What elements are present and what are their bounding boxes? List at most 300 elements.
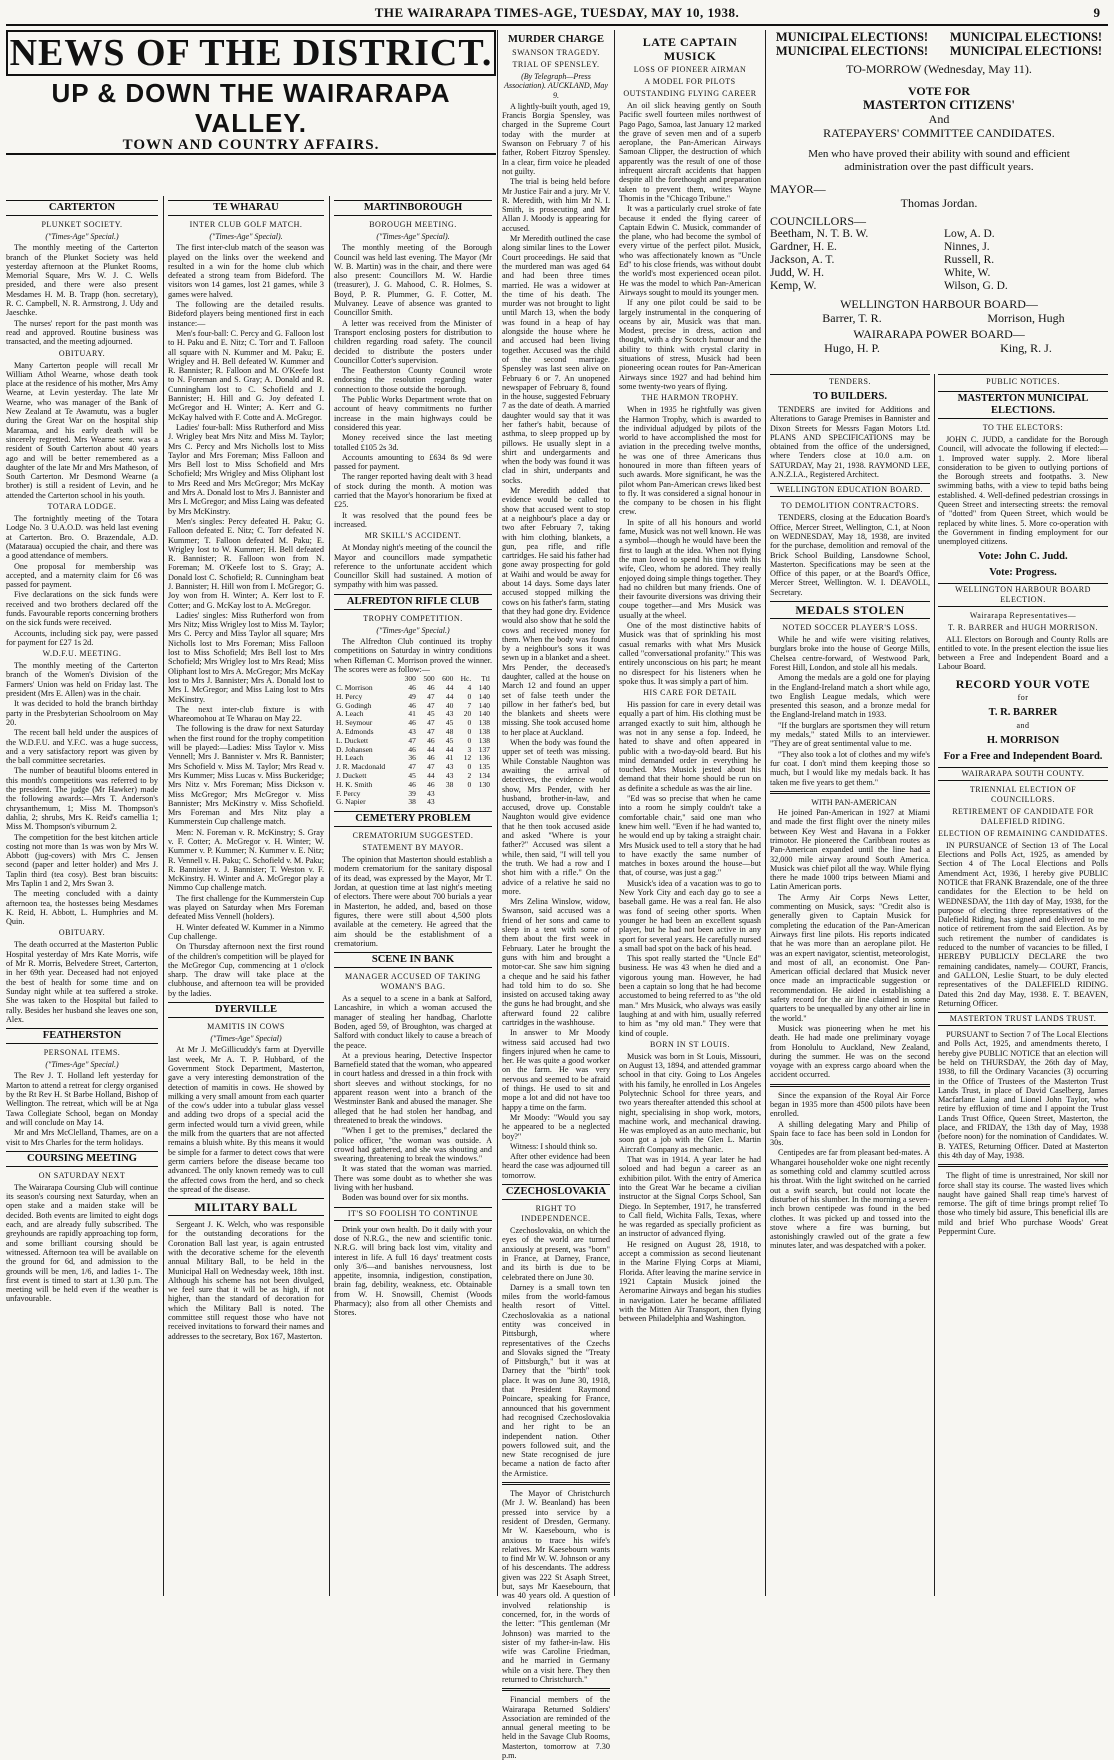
medals-sub: NOTED SOCCER PLAYER'S LOSS. bbox=[782, 623, 918, 633]
featherston-sub: PERSONAL ITEMS. bbox=[43, 1048, 121, 1058]
scores-cell: F. Percy bbox=[336, 788, 361, 798]
paragraph: Mr Meredith added that evidence would be called to show that accused went to stop at a neighbour's place a day or two after February 7, taking with him clothing, blankets, a gun, pea rifle, and rifle cartridges. He said his father had gone away prospecting for gold at Waihi and would be away for about 14 days. Some days later accused stopped milking the cows on his father's farm, stating that they had gone dry. Evidence would also show that he sold the cows and received money for them. When the body was found by a neighbour's sons it was sewn up in a blanket and a sheet. Mrs Pender, the deceased's daughter, called at the house on March 12 and found an upper set of false teeth under the pillow in her father's bed, but the blankets and sheets were missing. She took accused home to her place at Auckland. bbox=[502, 486, 610, 737]
paragraph: PURSUANT to Section 7 of The Local Elections and Polls Act, 1925, and amendments thereto, I hereby give PUBLIC NOTICE that an election will be held on THURSDAY, the 26th day of May, 1938, to fill the Ordinary Vacancies (3) occurring in the Office of Trustees of the Masterton Trust Lands Trust, in place of David Caselberg, James Macfarlane Laing and Lionel John Taylor, who retire by effluxion of time and I appoint the Trust Lands Trust Office, Queen Street, Masterton, the place, and FRIDAY, the 13th day of May, 1938 (before noon) for the nomination of Candidates. W. B. YATES, Returning Officer. Dated at Masterton this 4th day of May, 1938. bbox=[938, 1030, 1108, 1160]
municipal-left-2: MUNICIPAL ELECTIONS! bbox=[775, 44, 929, 58]
paragraph: TENDERS are invited for Additions and Alterations to Garage Premises in Bannister and Dixon Streets for Messrs Fagan Motors Ltd. PLANS AND SPECIFICATIONS may be obtained from the office of the undersigned, where Tenders close at 10.0 a.m. on SATURDAY, May 21, 1938. RAYMOND LEE, A.N.Z.I.A., Registered Architect. bbox=[770, 405, 930, 480]
scores-cell: 43 bbox=[408, 726, 416, 736]
paragraph: The Rev J. T. Holland left yesterday for Marton to attend a retreat for clergy organised by the Rt Rev H. St Barbe Holland, Bishop of Wellington. The retreat, which will be at Nga Tawa Collegiate School, began on Monday and will conclude on May 14. bbox=[6, 1071, 158, 1127]
proved: Men who have proved their ability with sound and efficient administration over the past difficult years. bbox=[808, 148, 1070, 173]
scores-cell: 47 bbox=[427, 691, 435, 701]
paragraph: JOHN C. JUDD, a candidate for the Borough Council, will advocate the following if elected:— 1. Improved water supply. 2. More liberal consideration to be given to outlying portions of the Borough streets and footpaths. 3. New swimming baths, with a view to tepid baths being established. 4. Well-defined pedestrian crossings in Queen Street and intersecting streets: the removal of "dotted" from Queen Street, which would be replaced by white lines. 5. More co-operation with the Government in finding employment for our unemployed citizens. bbox=[938, 435, 1108, 547]
scores-cell: 43 bbox=[445, 762, 454, 772]
foolish-head: IT'S SO FOOLISH TO CONTINUE bbox=[334, 1207, 492, 1221]
paragraph: The nurses' report for the past month was read and approved. Routine business was transacted, and the meeting adjourned. bbox=[6, 318, 158, 347]
scores-cell: 45 bbox=[408, 770, 416, 780]
scores-cell: 47 bbox=[408, 762, 416, 772]
page-number: 9 bbox=[1093, 5, 1100, 20]
paragraph: The opinion that Masterton should establish a modern crematorium for the sanitary disposal of its dead, was expressed by the Mayor, Mr T. Jordan, at question time at last night's meeting of electors. There were about 700 burials a year in Masterton, he added, and, based on those figures, there were still about 4,500 plots available at the cemetery. He agreed that the aim should be the establishment of a crematorium. bbox=[334, 855, 492, 948]
paragraph: ALL Electors on Borough and County Rolls are entitled to vote. In the present election the issue lies between a Free and Independent Board and a Labour Board. bbox=[938, 634, 1108, 672]
scores-cell: 3 bbox=[467, 744, 472, 754]
paragraph: The monthly meeting of the Borough Council was held last evening. The Mayor (Mr W. B. Martin) was in the chair, and there were also present: Councillors M. W. Hardie (treasurer), J. G. Mahood, C. R. Holmes, S. Boyd, P. R. Plummer, G. F. Cotter, M. Mulvaney. Leave of absence was granted to Councillor Smith. bbox=[334, 243, 492, 318]
vote-progress: Vote: Progress. bbox=[989, 566, 1057, 578]
edu-head: WELLINGTON EDUCATION BOARD. bbox=[770, 483, 930, 497]
paragraph: Financial members of the Wairarapa Returned Soldiers' Association are reminded of the annual general meeting to be held in the Savage Club Rooms, Masterton, tomorrow at 7.30 p.m. bbox=[502, 1695, 610, 1760]
paragraph: The following are the detailed results. Bideford players being mentioned first in each instance:— bbox=[168, 300, 324, 328]
featherston-credit: ("Times-Age" Special.) bbox=[45, 1060, 119, 1070]
paragraph: As a sequel to a scene in a bank at Salford, Lancashire, in which a woman accused the manager of stealing her handbag, Charlotte Boden, aged 59, of Broughton, was charged at Salford with conduct likely to cause a breach of the peace. bbox=[334, 994, 492, 1050]
paragraph: Men's four-ball: C. Percy and G. Falloon lost to H. Paku and E. Nitz; C. Torr and T. Falloon all square with N. Kummer and M. Paku; E. Wrigley and H. Bell defeated W. Kummer and R. Bannister; R. Falloon and M. O'Keefe lost to N. Foreman and S. Gray; A. Donald and R. Cunningham lost to C. Schofield and J. Bannister; H. Hill and G. Joy defeated I. McGregor and H. Winter; A. Kerr and G. McKay halved with F. Cotte and A. McGregor. bbox=[168, 328, 324, 422]
scores-cell bbox=[455, 798, 473, 807]
dyerville-head: DYERVILLE bbox=[168, 1002, 324, 1018]
scores-cell: H. K. Smith bbox=[336, 779, 373, 789]
dyerville-sub: MAMITIS IN COWS bbox=[207, 1022, 285, 1032]
medals-head: MEDALS STOLEN bbox=[770, 601, 930, 619]
paragraph: The Public Works Department wrote that on account of heavy commitments no further increase in the main highways could be considered this year. bbox=[334, 395, 492, 432]
rifle-sub: TROPHY COMPETITION. bbox=[363, 613, 463, 623]
musick-head: LATE CAPTAIN MUSICK bbox=[642, 35, 738, 63]
scores-cell: 39 bbox=[408, 788, 416, 798]
scores-cell: 138 bbox=[478, 726, 490, 736]
bank-sub: MANAGER ACCUSED OF TAKING WOMAN'S BAG. bbox=[345, 972, 481, 992]
musick-sub: LOSS OF PIONEER AIRMAN bbox=[633, 65, 747, 74]
councillor-name: Gardner, H. E. bbox=[770, 241, 837, 253]
paragraph: The Army Air Corps News Letter, commenting on Musick, says: "Credit also is generally given to Captain Musick for completing the education of the Pan-American Airways first line pilots. His reports indicated that he was more than an aeroplane pilot. He was an expert navigator, scientist, meteorologist, and most of all, an economist. One Pan-American official declared that Musick never once made an impracticable suggestion or recommendation. He aided in establishing a safety record for the air line claimed in some quarters to be unequalled by any other air line in the world." bbox=[770, 892, 930, 1023]
record-vote: RECORD YOUR VOTE bbox=[955, 676, 1091, 691]
carterton-sub: PLUNKET SOCIETY. bbox=[41, 220, 123, 229]
paragraph: The Alfredton Club continued its trophy competitions on Saturday in wintry conditions when Rifleman C. Morrison proved the winner. The scores were as follow:— bbox=[334, 636, 492, 674]
scores-cell: 12 bbox=[463, 753, 472, 763]
paragraph: It was stated that the woman was married. There was some doubt as to whether she was living with her husband. bbox=[334, 1164, 492, 1193]
scores-cell: 140 bbox=[478, 700, 490, 710]
paragraph: H. Winter defeated W. Kummer in a Nimmo Cup challenge. bbox=[168, 922, 324, 941]
morrison: H. MORRISON bbox=[986, 734, 1060, 746]
scores-cell: 38 bbox=[408, 797, 416, 807]
councillors-right bbox=[944, 228, 1108, 293]
scores-header-cell: 300 bbox=[404, 674, 416, 684]
column-divider bbox=[329, 196, 330, 1596]
scores-cell: 41 bbox=[408, 709, 416, 719]
murder-head: MURDER CHARGE bbox=[508, 34, 604, 45]
scores-header-cell: 600 bbox=[442, 674, 454, 684]
tewharau-credit: ("Times-Age" Special). bbox=[209, 232, 283, 241]
paragraph: Sergeant J. K. Welch, who was responsible for the outstanding decorations for the Coronation Ball last year, is again entrusted with the decorative scheme for the eleventh annual Military Ball, to be held in the Municipal Hall on Wednesday week, 18th inst. Although his scheme has not been divulged, we feel sure that it will be as high, if not higher, than the standard of decoration for which the Military Ball is noted. The committee still request those who have not received invitations to forward their names and addresses to the secretary, Box 167, Masterton. bbox=[168, 1220, 324, 1341]
paragraph: It was resolved that the pound fees be increased. bbox=[334, 510, 492, 529]
paragraph: Ladies' four-ball: Miss Rutherford and Miss J. Wrigley beat Mrs Nitz and Miss M. Taylor; Mrs C. Percy and Mrs Nicholls lost to Miss Taylor and Mrs Foreman; Miss Falloon and Mrs Bell lost to Miss Schofield and Mrs Schofield; Mrs Wrigley and Miss Oliphant lost to Mrs Reed and Mrs McGregor; Mrs McKay and Mrs A. Donald lost to Mrs J. Bannister and Mrs I. McGregor; and Miss Laing was defeated by Mrs McKinstry. bbox=[168, 422, 324, 516]
councillor-name: White, W. bbox=[944, 267, 991, 279]
scores-cell: 0 bbox=[467, 762, 472, 772]
rifle-credit: ("Times-Age" Special.) bbox=[376, 625, 450, 635]
column-divider bbox=[765, 30, 766, 1596]
scores-cell bbox=[473, 798, 492, 807]
free-board: For a Free and Independent Board. bbox=[943, 750, 1103, 762]
news-banner: NEWS OF THE DISTRICT. bbox=[6, 30, 496, 76]
scores-cell: G. Napier bbox=[336, 797, 366, 807]
citizens: MASTERTON CITIZENS' bbox=[862, 97, 1016, 112]
paragraph: Men's singles: Percy defeated H. Paku; G. Falloon defeated E. Nitz; C. Torr defeated N. Kummer; T. Falloon defeated M. Paku; E. Wrigley lost to W. Kummer; H. Bell defeated R. Bannister; R. Falloon won from N. Foreman; M. O'Keefe lost to S. Gray; A. Donald lost C. Schofield; R. Cunningham beat J. Bannister; H. Hill won from I. McGregor; G. Joy won from H. Winter; A. Kerr lost to F. Cotter; and G. McKay lost to A. McGregor. bbox=[168, 516, 324, 610]
musick-sub2: A MODEL FOR PILOTS bbox=[644, 77, 736, 86]
subhead: W.D.F.U. MEETING. bbox=[42, 649, 122, 659]
subhead: BORN IN ST LOUIS. bbox=[650, 1039, 730, 1049]
triennial: TRIENNIAL ELECTION OF COUNCILLORS. bbox=[969, 784, 1077, 804]
scores-cell: 38 bbox=[445, 779, 454, 789]
tewharau-sub: INTER CLUB GOLF MATCH. bbox=[189, 220, 303, 229]
martinborough-sub: BOROUGH MEETING. bbox=[369, 220, 457, 229]
whb-head: WELLINGTON HARBOUR BOARD ELECTION. bbox=[938, 583, 1108, 607]
masthead bbox=[0, 0, 1114, 24]
scores-cell: J. Duckett bbox=[336, 770, 367, 780]
column-martinborough bbox=[334, 56, 492, 1594]
councillor-name: Russell, R. bbox=[944, 254, 995, 266]
section-title: TOWN AND COUNTRY AFFAIRS. bbox=[6, 141, 496, 155]
councillor-name: Judd, W. H. bbox=[770, 267, 824, 279]
scores-cell: 46 bbox=[408, 779, 416, 789]
paragraph: The first inter-club match of the season was played on the links over the weekend and resulted in a win for the home club which defeated a strong team from Bideford. The visitors won 14 games, lost 21 games, while 3 games were halved. bbox=[168, 243, 324, 299]
paragraph: WITH PAN-AMERICAN bbox=[811, 797, 897, 807]
carterton-head: CARTERTON bbox=[6, 200, 158, 216]
scores-row bbox=[334, 798, 492, 807]
paragraph: The flight of time is unrestrained, Nor skill nor force shall stay its course. The wasted lives which naught have gained Shall reap time's harvest of remorse. The gift of time brings prompt relief To those who timely bid assure, This beneficial ills are mild and brief Who purchase Woods' Great Peppermint Cure. bbox=[938, 1171, 1108, 1237]
scores-header-cell: Hc. bbox=[460, 674, 472, 684]
paragraph: Musick was pioneering when he met his death. He had made one preliminary voyage from Honolulu to Auckland, New Zealand, during the summer. He was on the second voyage with an express cargo aboard when the accident occurred. bbox=[770, 1023, 930, 1080]
paragraph: Drink your own health. Do it daily with your dose of N.R.G., the new and scientific tonic. N.R.G. will bring back lost vim, vitality and interest in life. A full 16 days' treatment costs only 3/6—and banishes nervousness, lost appetite, insomnia, indigestion, constipation, brain fag, debility, weakness, etc. Obtainable from W. H. Snowsill, Chemist (Woods Pharmacy); also from all other Chemists and Stores. bbox=[334, 1224, 492, 1318]
paragraph: The Wairarapa Coursing Club will continue its season's coursing next Saturday, when an open stake and a maiden stake will be decided. Both events are limited to eight dogs each, and are already fully subscribed. The greyhounds are rapidly approaching top form, and some brilliant coursing should be witnessed. Afternoon tea will be available on the ground for 6d, and admission to the grounds will be men, 1/6, and ladies 1-. The first event is timed to start at 1.30 p.m. The meeting will be held even if the weather is unfavourable. bbox=[6, 1182, 158, 1304]
scores-cell: 0 bbox=[467, 735, 472, 745]
vote-judd: Vote: John C. Judd. bbox=[978, 550, 1068, 562]
scores-cell: 137 bbox=[478, 744, 490, 754]
and: And bbox=[928, 112, 950, 126]
column-divider bbox=[163, 196, 164, 1596]
paragraph: On Thursday afternoon next the first round of the children's competition will be played for the McGregor Cup, commencing at 1 o'clock sharp. The draw will take place at the clubhouse, and afternoon tea will be provided by the ladies. bbox=[168, 942, 324, 998]
paragraph: The meeting concluded with a dainty afternoon tea, the hostesses being Mesdames K. Reid, H. Abbott, L. Humphries and M. Quin. bbox=[6, 889, 158, 927]
paragraph: His passion for care in every detail was equally a part of him. His clothing must be arranged exactly to suit him, although he was not in any sense a fop. Indeed, he hated to shave and often appeared in public with a two-day-old beard. But his mind demanded order in everything he touched. Mrs Musick jested about his demand that their home should be run on as definite a schedule as was the air line. bbox=[619, 700, 761, 793]
paragraph: TENDERS, closing at the Education Board's Office, Mercer Street, Wellington, C.1, at Noon on WEDNESDAY, May 18, 1938, are invited for the purchase, demolition and removal of the Brick School Building, Lansdowne School, Masterton. Specifications may be seen at the Office of this paper, or at the Board's Office, Mercer Street, Wellington. W. I. DEAVOLL, Secretary. bbox=[770, 513, 930, 597]
column-divider bbox=[934, 374, 935, 1596]
subhead: OBITUARY. bbox=[58, 348, 106, 358]
paragraph: Five declarations on the sick funds were received and two brothers declared off the funds. Favourable reports concerning brothers on the sick funds were received. bbox=[6, 590, 158, 628]
scores-cell: 44 bbox=[427, 770, 435, 780]
paragraph: That was in 1914. A year later he had soloed and had begun a career as an exhibition pilot. With the entry of America into the Great War he became a civilian instructor at the Signal Corps School, San Diego. In September, 1917, he transferred to Call field, Wichita Falls, Texas, where he was regarded as specially proficient as an instructor of advanced flying. bbox=[619, 1155, 761, 1239]
paragraph: It was decided to hold the branch birthday party in the Presbyterian Schoolroom on May 20. bbox=[6, 699, 158, 727]
paragraph: The monthly meeting of the Carterton branch of the Plunket Society was held yesterday afternoon at the Plunket Rooms, Memorial Square, Mrs W. J. C. Wells presided, and there were also present Mesdames H. M. B. Trapp (hon. secretary), R. C. Campbell, N. R. Armstrong, J. Udy and Jaeschke. bbox=[6, 243, 158, 318]
scores-table bbox=[334, 675, 492, 807]
public-head: PUBLIC NOTICES. bbox=[986, 377, 1060, 386]
scores-cell: 45 bbox=[445, 718, 454, 728]
municipal-left: MUNICIPAL ELECTIONS! bbox=[775, 30, 929, 44]
tenders-head: TENDERS. bbox=[829, 377, 871, 386]
paragraph: Mr and Mrs McClelland, Thames, are on a visit to Mrs Charles for the term holidays. bbox=[6, 1128, 158, 1147]
scores-cell: 44 bbox=[427, 744, 435, 754]
paragraph: The monthly meeting of the Carterton branch of the Women's Division of the Farmers' Union was held on Friday last. The president (Mrs E. Allen) was in the chair. bbox=[6, 661, 158, 699]
paragraph: Among the medals are a gold one for playing in the England-Ireland match a short while ago, two English League medals, which were presented this season, and a bronze medal for the England-Ireland match in 1933. bbox=[770, 673, 930, 720]
scores-cell: 140 bbox=[478, 682, 490, 692]
paragraph: The following is the draw for next Saturday when the first round for the trophy competition will be played:—Ladies: Miss Taylor v. Miss Vennell; Mrs J. Bannister v. Mrs R. Bannister; Mrs Schofield v. Miss M. Taylor; Mrs Read v. Mrs Kummer; Miss Lucas v. Miss Buckeridge; Mrs Nitz v. Mrs Foreman; Miss Dickson v. Miss McGregor; Mrs McGregor v. Miss Bannister; Mrs McKinstry v. Miss Schofield. Mrs Foreman and Mrs Nitz play a Kummerstein Cup challenge match. bbox=[168, 724, 324, 827]
scores-cell: 46 bbox=[427, 753, 435, 763]
subhead: HIS CARE FOR DETAIL bbox=[643, 688, 737, 698]
scores-cell: 4 bbox=[467, 682, 472, 692]
paragraph: He resigned on August 28, 1918, to accept a commission as second lieutenant in the Marine Flying Corps at Miami, Florida. After leaving the marine service in 1921 Captain Musick joined the Aeromarine Airways and began his studies in navigation. Later he became affiliated with the Mitten Air Transport, then flying between Philadelphia and Washington. bbox=[619, 1239, 761, 1324]
scores-cell: 46 bbox=[427, 682, 435, 692]
lead-subtitle: UP & DOWN THE WAIRARAPA VALLEY. bbox=[51, 78, 451, 138]
election-advert bbox=[770, 30, 1108, 370]
electors: TO THE ELECTORS: bbox=[982, 423, 1064, 432]
scores-cell: 20 bbox=[463, 709, 472, 719]
subhead: OBITUARY. bbox=[58, 928, 106, 938]
scores-cell: A. Edmonds bbox=[336, 726, 374, 736]
paragraph: Mrs Zelina Winslow, widow, Swanson, said accused was a friend of her sons and came to sleep in a tent with some of them about the first week in February. Later he brought the guns with him and brought a motor-car. She saw him signing a cheque and he said his father had told him to do so. She insisted on accused taking away the guns he had brought, and she afterward found 22 calibre cartridges in the washhouse. bbox=[502, 897, 610, 1027]
councillors-left bbox=[770, 228, 934, 293]
paragraph: One proposal for membership was accepted, and a maternity claim for £6 was passed for payment. bbox=[6, 561, 158, 590]
martinborough-credit: ("Times-Age" Special). bbox=[376, 232, 450, 241]
coursing-head: COURSING MEETING bbox=[6, 1151, 158, 1167]
paragraph: At a previous hearing, Detective Inspector Barnefield stated that the woman, who appeared in court hatless and dressed in a thin frock with short sleeves and without stockings, for no apparent reason went into a branch of the Westminster Bank and abused the manager. She alleged that he had stolen her handbag, and threatened to break the windows. bbox=[334, 1050, 493, 1125]
paragraph: The number of beautiful blooms entered in this month's competitions was referred to by the president. The judge (Mr Hawker) made the following awards:—Mrs T. Anderson's chrysanthemum, 1; Miss M. Thompson's dahlia, 2; shrubs, Mrs K. Reid's camellia 1; Miss M. Thompson's viburnum 2. bbox=[6, 766, 158, 832]
councillor-name: Jackson, A. T. bbox=[770, 254, 835, 266]
paragraph: This spot really started the "Uncle Ed" business. He was 43 when he died and a vigorous young man. However, he had been a captain so long that he had become accustomed to being referred to as "the old man." Mrs Musick, who always was easily laughing at and with him, usually referred to him as "my old man." They were that kind of couple. bbox=[619, 954, 761, 1038]
power-2: King, R. J. bbox=[1000, 341, 1052, 355]
ratepayers: RATEPAYERS' COMMITTEE CANDIDATES. bbox=[823, 126, 1055, 140]
carterton-credit: ("Times-Age" Special.) bbox=[45, 232, 119, 241]
scores-cell: 0 bbox=[467, 691, 472, 701]
scores-cell: 47 bbox=[427, 700, 435, 710]
and: and bbox=[1016, 720, 1030, 730]
mmun-head: MASTERTON MUNICIPAL ELECTIONS. bbox=[938, 391, 1108, 419]
mayor-name: Thomas Jordan. bbox=[900, 196, 978, 210]
divider bbox=[502, 1482, 610, 1485]
retire: RETIREMENT OF CANDIDATE FOR DALEFIELD RIDING. bbox=[952, 806, 1094, 826]
murder-sub: SWANSON TRAGEDY. bbox=[512, 48, 600, 57]
column-tewharau bbox=[168, 196, 324, 1594]
scores-cell: G. Godingh bbox=[336, 700, 372, 710]
wairarapa-reps: Wairarapa Representatives— bbox=[969, 610, 1077, 620]
martinborough-head: MARTINBOROUGH bbox=[334, 200, 492, 216]
paragraph: At Monday night's meeting of the council the Mayor and councillors made sympathetic reference to the unfortunate accident which Councillor Skill had sustained. A motion of sympathy with him was passed. bbox=[334, 543, 492, 590]
paragraph: Ladies' singles: Miss Rutherford won from Mrs Nitz; Miss Wrigley lost to Miss M. Taylor; Mrs C. Percy and Miss Taylor all square; Mrs Nicholls lost to Mrs Foreman; Miss Falloon lost to Miss Schofield; Mrs Bell lost to Mrs Schofield; Mrs Wrigley lost to Mrs Read; Miss Oliphant lost to Mrs A. McGregor; Mrs McKay lost to Mrs J. Bannister; Mrs A. Donald lost to Mrs I. McGregor; and Miss Laing lost to Mrs McKinstry. bbox=[168, 610, 325, 704]
scores-cell: 140 bbox=[478, 709, 490, 719]
wsc-head: WAIRARAPA SOUTH COUNTY. bbox=[938, 767, 1108, 781]
for: for bbox=[1017, 692, 1029, 702]
scores-cell: 0 bbox=[467, 726, 472, 736]
musick-sub3: OUTSTANDING FLYING CAREER bbox=[623, 89, 757, 98]
column-public-notices bbox=[938, 374, 1108, 1595]
scores-cell: 48 bbox=[445, 726, 454, 736]
scores-cell: L. Duckett bbox=[336, 735, 369, 745]
scores-cell: 46 bbox=[408, 700, 416, 710]
scores-cell: 47 bbox=[427, 726, 435, 736]
scores-cell bbox=[473, 790, 492, 799]
paragraph: Mr Moody: "Would you say he appeared to be a neglected boy?" bbox=[502, 1112, 610, 1141]
tomorrow: TO-MORROW (Wednesday, May 11). bbox=[846, 62, 1032, 76]
coursing-sub: ON SATURDAY NEXT bbox=[38, 1170, 126, 1180]
scores-cell: 0 bbox=[467, 779, 472, 789]
paragraph: Accounts amounting to £634 8s 9d were passed for payment. bbox=[334, 452, 492, 472]
column-tenders bbox=[770, 374, 930, 1595]
scores-cell bbox=[437, 798, 456, 807]
paragraph: The next inter-club fixture is with Whareomohou at Te Wharau on May 22. bbox=[168, 704, 324, 724]
featherston-head: FEATHERSTON bbox=[6, 1028, 158, 1044]
paragraph: He joined Pan-American in 1927 at Miami and made the first flight over the ninety miles between Key West and Havana in a Fokker trimotor. He pioneered the Caribbean routes as Pan-American expanded until the line had a 32,000 mile airway around South America. Musick was chief pilot all the way. While flying there he made 1000 trips between Miami and Latin American ports. bbox=[770, 808, 930, 892]
vote-for: VOTE FOR bbox=[907, 84, 971, 98]
paragraph: Many Carterton people will recall Mr William Athol Wearne, whose death took place at the residence of his mother, Mrs Amy Wearne, at Levin yesterday. The late Mr Wearne, who was manager of the Bank of New Zealand at Te Awamutu, was a bugler during the Great War on the hospital ship Maramaa, and his early death will be sincerely regretted. Mrs Wearne senr. was a resident of South Carterton about 40 years ago and will be better remembered as a daughter of the late Mr and Mrs Matheson, of South Carterton. Mr Desmond Wearne (a brother) is still a resident of Levin, and he attended the Carterton school in his youth. bbox=[6, 360, 158, 500]
paragraph: "When I get to the premises," declared the police officer, "the woman was outside. A crowd had gathered, and she was shouting and swearing, threatening to break the windows." bbox=[334, 1126, 492, 1164]
scores-cell: 45 bbox=[445, 735, 454, 745]
rifle-head: ALFREDTON RIFLE CLUB bbox=[334, 594, 492, 610]
power-1: Hugo, H. P. bbox=[824, 341, 880, 355]
dyerville-credit: ("Times-Age" Special) bbox=[210, 1034, 282, 1044]
paragraph: If any one pilot could be said to be largely instrumental in the conquering of oceans by air, Musick was that man. Modest, precise in dress, action and thought, with a dry Scotch humour and the ability to think with crystal clarity in situations of stress, Musick had been pioneering ocean routes for Pan-American Airways since 1927 and had behind him some twenty-two years of flying. bbox=[619, 298, 761, 391]
scores-header-cell: Ttl bbox=[481, 674, 490, 684]
paragraph: "Ed was so precise that when he came into a room he simply couldn't take a comfortable chair," said one man who knew him well. "Even if he had wanted to, he would end up by taking a straight chair. Mrs Musick used to tell a story that he had to have exactly the same number of matches in boxes around the house—but that, of course, was just a gag." bbox=[619, 794, 761, 878]
scores-cell: 49 bbox=[408, 691, 416, 701]
paragraph: "They also took a lot of clothes and my wife's fur coat. I don't mind them keeping those so much, but I would like my medals back. It has taken me five years to get them." bbox=[770, 749, 930, 787]
paragraph: In answer to Mr Moody witness said accused had two fingers injured when he came to her. He was quite a good worker on the farm. He was very nervous and seemed to be afraid of things. He used to sit and mope a lot and did not have too happy a time on the farm. bbox=[502, 1028, 610, 1112]
cemetery-sub: CREMATORIUM SUGGESTED. bbox=[352, 831, 474, 841]
municipal-right: MUNICIPAL ELECTIONS! bbox=[949, 30, 1103, 44]
councillors-label: COUNCILLORS— bbox=[770, 214, 867, 228]
scores-cell: 46 bbox=[427, 779, 435, 789]
scores-cell: 138 bbox=[478, 735, 490, 745]
harbour-2: Morrison, Hugh bbox=[987, 311, 1065, 325]
scores-cell: D. Johansen bbox=[336, 744, 373, 754]
councillor-name: Wilson, G. D. bbox=[944, 280, 1008, 292]
subhead: THE HARMON TROPHY. bbox=[641, 393, 739, 403]
paragraph: Czechoslovakia, on which the eyes of the world are turned anxiously at present, was "born" in France, at Darney, France, and its birth is due to be celebrated there on June 30. bbox=[502, 1226, 610, 1282]
scores-cell: 140 bbox=[478, 691, 490, 701]
subhead: MR SKILL'S ACCIDENT. bbox=[364, 531, 462, 541]
trust-head: MASTERTON TRUST LANDS TRUST. bbox=[938, 1012, 1108, 1026]
scores-cell: 43 bbox=[427, 788, 435, 798]
paragraph: Musick's idea of a vacation was to go to New York City and each day go to see a baseball game. He was a real fan. He also was fond of seeing other sports. When younger he had been an excellent squash player, but he had not been active in any sport for several years. He carefully nursed a small bad spot on the back of his head. bbox=[619, 878, 761, 953]
mayor-label: MAYOR— bbox=[770, 182, 826, 196]
councillor-name: Kemp, W. bbox=[770, 280, 817, 292]
scores-cell: 43 bbox=[445, 709, 454, 719]
builders-head: TO BUILDERS. bbox=[813, 391, 887, 402]
paragraph: The fortnightly meeting of the Totara Lodge No. 3 U.A.O.D. was held last evening at Carterton. Bro. O. Brazendale, A.D. (Mataraua) occupied the chair, and there was a good attendance of members. bbox=[6, 514, 158, 561]
paragraph: Since the expansion of the Royal Air Force began in 1935 more than 4500 pilots have been enrolled. bbox=[770, 1090, 930, 1119]
paragraph: A lightly-built youth, aged 19, Francis Borgia Spensley, was charged in the Supreme Court today with the murder at Swanson on February 7 of his father, Robert Fitzroy Spensley. In a clear, firm voice he pleaded not guilty. bbox=[502, 101, 610, 176]
column-divider bbox=[614, 30, 615, 1596]
scores-cell: H. Seymour bbox=[336, 718, 373, 728]
tewharau-head: TE WHARAU bbox=[168, 200, 324, 216]
paragraph: The first challenge for the Kummerstein Cup was played on Saturday when Mrs Foreman defeated Miss Vennell (holders). bbox=[168, 893, 324, 922]
ball-head: MILITARY BALL bbox=[168, 1198, 324, 1216]
scores-cell: 44 bbox=[445, 691, 454, 701]
councillor-name: Ninnes, J. bbox=[944, 241, 990, 253]
scores-cell: C. Morrison bbox=[336, 682, 373, 692]
municipal-right-2: MUNICIPAL ELECTIONS! bbox=[949, 44, 1103, 58]
scores-cell: 135 bbox=[478, 762, 490, 772]
subhead: TOTARA LODGE. bbox=[47, 502, 117, 512]
remain: ELECTION OF REMAINING CANDIDATES. bbox=[938, 828, 1108, 838]
column-divider bbox=[497, 30, 498, 1596]
paragraph: Accounts, including sick pay, were passed for payment for £27 1s 2d. bbox=[6, 628, 158, 647]
paragraph: Musick was born in St Louis, Missouri, on August 13, 1894, and attended grammar school in that city. Going to Los Angeles with his family, he enrolled in Los Angeles Polytechnic School for three years, and two years thereafter attended this school at night, specialising in shop work, motors, machine work, and mechanical drawing. He was employed as an auto mechanic, but soon got a job with the Glen L. Martin Aircraft Company as mechanic. bbox=[619, 1051, 761, 1154]
scores-cell: 46 bbox=[408, 682, 416, 692]
paragraph: The Mayor of Christchurch (Mr J. W. Beanland) has been pressed into service by a resident of Dresden, Germany. Mr W. Kaesebourn, who is anxious to trace his wife's relatives. Mr Kaesebourn wants to find Mr W. W. Johnson or any of his descendants. The address given was 222 St Asaph Street, but, says Mr Kaesebourn, that was 40 years old. A question of involved relationship is concerned, for, in the words of the letter: "This gentleman (Mr Johnson) was married to the sister of my father-in-law. His wife was Caroline Friedman, and he married in Germany while on a visit here. They then returned to Christchurch." bbox=[502, 1489, 610, 1684]
scores-cell: 46 bbox=[427, 735, 435, 745]
harbour-label: WELLINGTON HARBOUR BOARD— bbox=[840, 297, 1038, 311]
scores-cell: 136 bbox=[478, 753, 490, 763]
paragraph: An oil slick heaving gently on South Pacific swell fourteen miles northwest of Pago Pago, Samoa, last January 12 marked the grave of seven men and of a superb aeroplane, the Pan-American Airways Samoan Clipper, the destruction of which apparently was the result of one of those infrequent aircraft accidents that happen despite all the forethought and preparation taken to prevent them, writes Wayne Thomis in the "Chicago Tribune." bbox=[619, 101, 761, 203]
paragraph: Centipedes are far from pleasant bed-mates. A Whangarei householder woke one night recently as something cold and clammy scuttled across his throat. With the light switched on he carried out a swift search, but could not locate the disturber of his slumber. In the morning a seven-inch brown centipede was found in the bed clothes. It was picked up and tossed into the stove where a fire was burning, but astonishingly crawled out of the grate a few minutes later, and was despatched with a poker. bbox=[770, 1148, 930, 1251]
paragraph: The trial is being held before Mr Justice Fair and a jury. Mr V. R. Meredith, with him Mr N. I. Smith, is prosecuting and Mr Allan J. Moody is appearing for accused. bbox=[502, 177, 610, 233]
power-label: WAIRARAPA POWER BOARD— bbox=[853, 327, 1025, 341]
scores-cell: 0 bbox=[467, 718, 472, 728]
paragraph: Witness: I should think so. bbox=[510, 1141, 598, 1151]
paragraph: Boden was bound over for six months. bbox=[342, 1193, 469, 1203]
councillor-name: Beetham, N. T. B. W. bbox=[770, 228, 869, 240]
column-musick bbox=[619, 30, 761, 1594]
scores-cell: 47 bbox=[408, 735, 416, 745]
paragraph: IN PURSUANCE of Section 13 of The Local Elections and Polls Act, 1925, as amended by Section 4 of The Local Elections and Polls Amendment Act, 1936, I hereby give PUBLIC NOTICE that FRANK Brazendale, one of the three candidates for the Election to be held on WEDNESDAY, the 11th day of May, 1938, for the purpose of electing three representatives of the Dalefield Riding, has signed and delivered to me notice of retirement from the said Election. As by such retirement the number of candidates is reduced to the number of vacancies to be filled, I HEREBY PUBLICLY DECLARE the two remaining candidates, namely— COURT, Francis, and GALLON, Leslie Stuart, to be duly elected representatives of the DALEFIELD RIDING. Dated this 2nd day May, 1938. E. T. BEAVEN, Returning Officer. bbox=[938, 840, 1108, 1008]
paragraph: "If the burglars are sportsmen they will return my medals," stated Mills to an interviewer. "They are of great sentimental value to me. bbox=[770, 720, 930, 749]
demol-head: TO DEMOLITION CONTRACTORS. bbox=[780, 501, 920, 511]
paragraph: One of the most distinctive habits of Musick was that of sprinkling his most casual remarks with what Mrs Musick called "conversational profanity." This was entirely unconscious on his part; he meant no disrespect for his listeners when he spoke thus. It was simply a part of him. bbox=[619, 621, 761, 686]
murder-credit: (By Telegraph—Press Association). AUCKLAND, May 9. bbox=[504, 72, 608, 100]
scores-cell: 138 bbox=[478, 718, 490, 728]
divider bbox=[502, 1688, 610, 1691]
paragraph: The recent ball held under the auspices of the W.D.F.U. and Y.F.C. was a huge success, and a very satisfactory report was given by the ball committee secretaries. bbox=[6, 728, 158, 766]
paragraph: Men: N. Foreman v. R. McKinstry; S. Gray v. F. Cotter; A. McGregor v. H. Winter; W. Kummer v. P. Kummer; N. Kummer v. E. Nitz; R. Vennell v. H. Paku; C. Schofield v. M. Paku; R. Bannister v. J. Bannister; T. Weston v. F. McKinstry. H. Winter and A. McGregor play a Nimmo Cup challenge match. bbox=[168, 827, 324, 893]
divider bbox=[938, 1164, 1108, 1167]
divider bbox=[770, 1084, 930, 1087]
masthead-rule bbox=[6, 24, 1108, 26]
councillor-name: Low, A. D. bbox=[944, 228, 995, 240]
column-murder bbox=[502, 30, 610, 1760]
scores-cell: 40 bbox=[445, 700, 454, 710]
paragraph: The ranger reported having dealt with 3 head of stock during the month. A motion was carried that the Mayor's honorarium be fixed at £25. bbox=[334, 472, 492, 510]
murder-sub2: TRIAL OF SPENSLEY. bbox=[512, 60, 600, 69]
scores-cell: H. Leach bbox=[336, 753, 364, 763]
scores-cell: 46 bbox=[408, 718, 416, 728]
paragraph: Darney is a small town ten miles from the world-famous health resort of Vittel. Czechoslovakia as a national entity was conceived in Pittsburgh, where representatives of the Czechs and Slovaks signed the "Treaty of Pittsburgh," but it was at Darney that the "birth" took place. It was on June 30, 1918, that President Raymond Poincare, speaking for France, announced that his government had recognised Czechoslovakia and her right to be an independent nation. Other powers followed suit, and the new State recognised de jure became a nation de facto after the Armistice. bbox=[502, 1282, 610, 1478]
column-carterton bbox=[6, 196, 158, 1594]
barrer: T. R. BARRER bbox=[988, 706, 1058, 718]
scores-cell: 46 bbox=[408, 744, 416, 754]
scores-header-cell: 500 bbox=[423, 674, 435, 684]
scores-cell: 47 bbox=[427, 762, 435, 772]
paragraph: The Featherston County Council wrote endorsing the resolution regarding water connection to those outside the borough. bbox=[334, 366, 492, 394]
paragraph: It was a particularly cruel stroke of fate because it ended the flying career of Captain Edwin C. Musick, commander of the plane, who had become the symbol of every virtue of the perfect pilot. Musick, who was affectionately known as "Uncle Ed" to his close friends, was without doubt the world's most experienced ocean pilot. He was the model to which Pan-American Airways sought to mould its younger men. bbox=[619, 204, 761, 297]
bank-head: SCENE IN BANK bbox=[334, 952, 492, 968]
scores-cell: 45 bbox=[427, 709, 435, 719]
paragraph: When the body was found the upper set of teeth was missing. While Constable Naughton was awaiting the arrival of detectives, the evidence would show, Mrs Pender, with her husband, brother-in-law, and accused, drove up. Constable Naughton would give evidence that he then took accused aside and asked "Where is your father?" Accused was silent a while, then said, "I will tell you the truth. We had a row and I shot him with a rifle." On the advice of a relative he said no more. bbox=[502, 738, 610, 896]
scores-cell bbox=[455, 790, 473, 799]
scores-cell: A. Leach bbox=[336, 709, 364, 719]
scores-cell bbox=[437, 790, 456, 799]
paragraph: After other evidence had been heard the case was adjourned till tomorrow. bbox=[502, 1152, 610, 1180]
scores-cell: 44 bbox=[445, 744, 454, 754]
scores-cell: 41 bbox=[445, 753, 454, 763]
paragraph: Mr Meredith outlined the case along similar lines to the Lower Court proceedings. He said that the murdered man was aged 64 and had been three times married. He was a widower at the time of his death. The murder was not brought to light until March 13, when the body was found in a heap of hay alongside the house where he and accused had been living together. Accused was the child of the second marriage. Spensley was last seen alive on February 6 or 7. An unopened newspaper of February 8, found in the house, suggested February 7 as the date of death. A married daughter would say that it was her father's habit, because of asthma, to sleep propped up by pillows. He usually slept in a shirt and undergarments and when the body was found it was clad in shirt, underpants and socks. bbox=[502, 234, 610, 485]
scores-cell: 47 bbox=[427, 718, 435, 728]
harbour-1: Barrer, T. R. bbox=[822, 311, 882, 325]
paragraph: The competition for the best kitchen article costing not more than 1s was won by Mrs W. Abbott (jug-covers) with Mrs C. Jensen second (paper and letter holder) and Mrs J. Taplin third (tea cosy). Best bran biscuits: Mrs Taplin 1 and 2, Mrs Swan 3. bbox=[6, 832, 158, 888]
paragraph: While he and wife were visiting relatives, burglars broke into the house of George Mills, Chelsea centre-forward, of Westwood Park, Forest Hill, London, and stole all his medals. bbox=[770, 635, 930, 672]
scores-cell: H. Percy bbox=[336, 691, 363, 701]
paragraph: A letter was received from the Minister of Transport enclosing posters for distribution to children regarding road safety. The council decided to distribute the posters under Councillor Cotter's supervision. bbox=[334, 318, 492, 365]
czecho-head: CZECHOSLOVAKIA bbox=[502, 1184, 610, 1200]
divider bbox=[770, 791, 930, 794]
paragraph: At Mr J. McGillicuddy's farm at Dyerville last week, Mr A. T. P. Hubbard, of the Government Stock Department, Masterton, gave a very interesting demonstration of the detection of mamitis in cows. He showed by milking a very small amount from each quarter of the cow's udder into a tubular glass vessel and adding two drops of a special acid the germ infected would turn a vivid green, while the milk from the quarters that are not affected remains a bluish white. By this means it would be simple for a farmer to detect cows that were germ carriers before the disease became too advanced. The only known remedy was to cull the affected cows from the herd, and so check the spread of the disease. bbox=[168, 1045, 324, 1194]
scores-cell: 134 bbox=[478, 770, 490, 780]
reps: T. R. BARRER and HUGH MORRISON. bbox=[947, 622, 1099, 632]
cemetery-head: CEMETERY PROBLEM bbox=[334, 811, 492, 827]
scores-cell: 7 bbox=[467, 700, 472, 710]
scores-cell: J. R. Macdonald bbox=[336, 762, 386, 772]
scores-body bbox=[334, 684, 492, 807]
scores-cell: 44 bbox=[445, 682, 454, 692]
scores-cell: 43 bbox=[445, 770, 454, 780]
